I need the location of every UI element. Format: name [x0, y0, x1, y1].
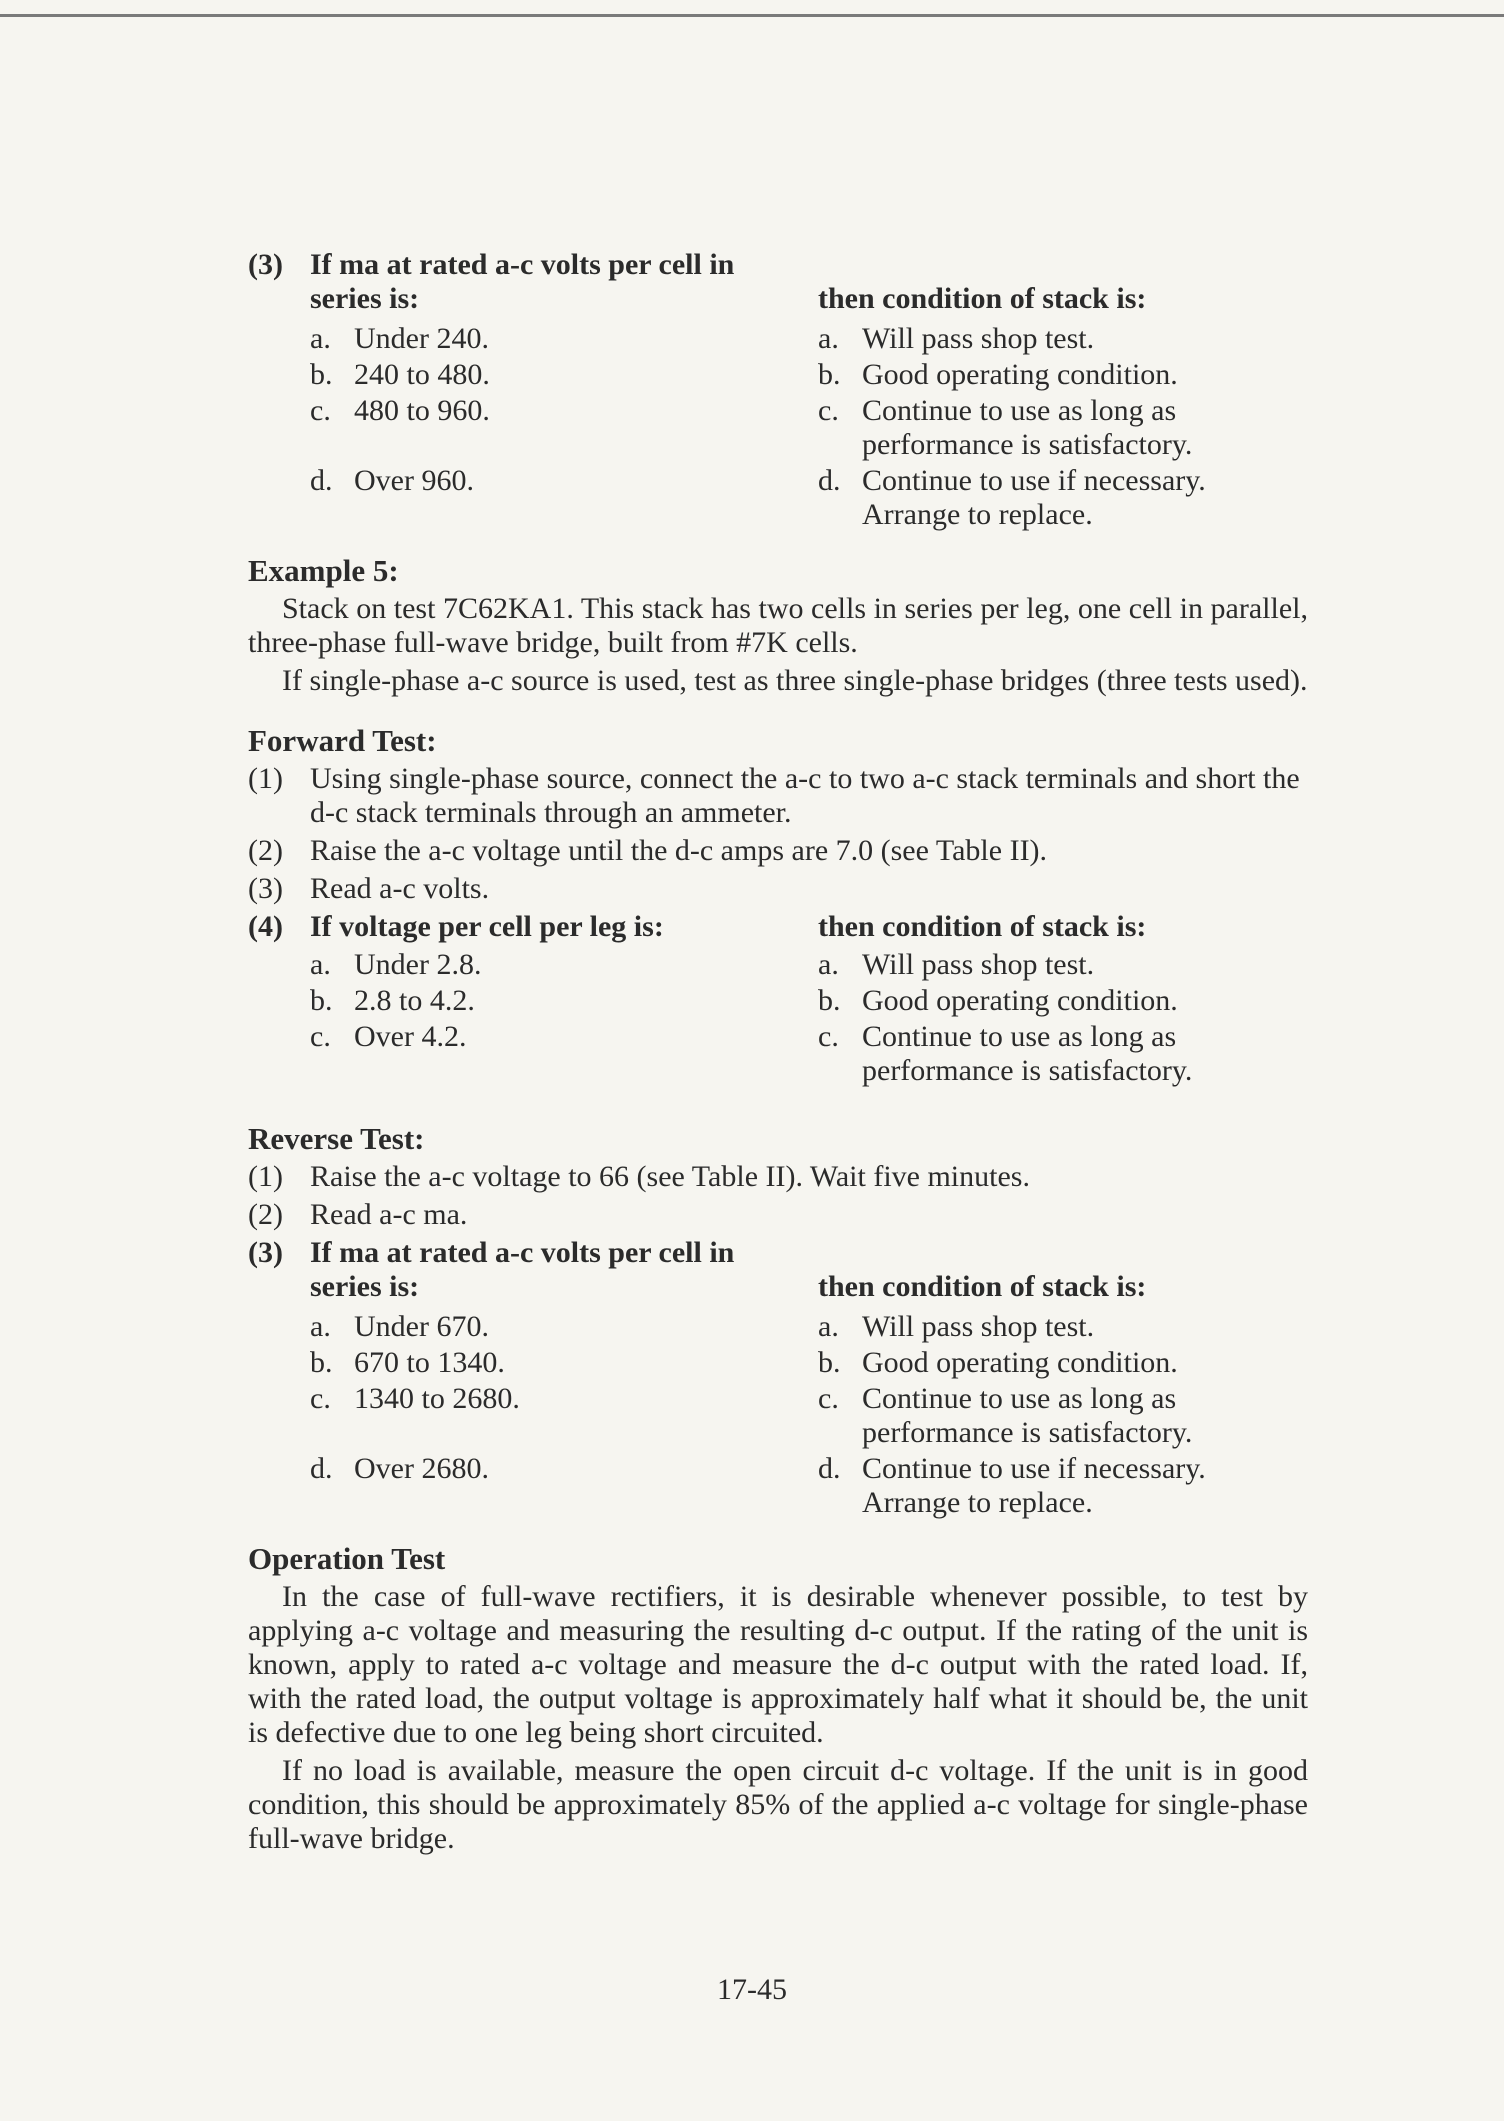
- step-number: (3): [248, 248, 283, 281]
- condition-row: [248, 322, 1308, 356]
- left-item-letter: d.: [310, 1452, 333, 1485]
- step-number: (2): [248, 1198, 283, 1231]
- reverse-test-heading: Reverse Test:: [248, 1121, 425, 1156]
- procedure-step: [248, 872, 1308, 906]
- left-item-text: 670 to 1340.: [354, 1346, 505, 1379]
- left-item-text: Over 2680.: [354, 1452, 489, 1485]
- right-item-letter: a.: [818, 948, 839, 981]
- condition-table-header: [248, 910, 1308, 944]
- condition-row: [248, 1310, 1308, 1344]
- right-item-letter: b.: [818, 358, 841, 391]
- right-item-text: Good operating condition.: [862, 1346, 1178, 1379]
- procedure-step: [248, 834, 1308, 868]
- page-content: [248, 248, 1308, 1856]
- right-item-text: Will pass shop test.: [862, 948, 1095, 981]
- step-text: Read a-c ma.: [310, 1198, 468, 1231]
- procedure-step: [248, 1160, 1308, 1194]
- step-text: Raise the a-c voltage until the d-c amps are 7.0 (see Table II).: [310, 834, 1048, 867]
- condition-row: [248, 394, 1308, 462]
- left-item-letter: c.: [310, 394, 331, 427]
- step-number: (1): [248, 1160, 283, 1193]
- left-header: If ma at rated a-c volts per cell in series is:: [310, 1236, 735, 1303]
- step-text: Raise the a-c voltage to 66 (see Table II). Wait five minutes.: [310, 1160, 1030, 1193]
- operation-test-heading: Operation Test: [248, 1541, 446, 1576]
- right-item-letter: c.: [818, 394, 839, 427]
- step-number: (4): [248, 910, 283, 943]
- left-item-text: 240 to 480.: [354, 358, 490, 391]
- left-item-letter: c.: [310, 1382, 331, 1415]
- condition-row: [248, 1020, 1308, 1088]
- left-item-letter: a.: [310, 322, 331, 355]
- condition-rows: [248, 1310, 1308, 1520]
- step-number: (3): [248, 1236, 283, 1269]
- right-item-letter: a.: [818, 322, 839, 355]
- condition-row: [248, 1346, 1308, 1380]
- condition-table-1: [248, 248, 1308, 532]
- right-item-text: Continue to use as long as performance is satisfactory.: [862, 394, 1193, 461]
- condition-row: [248, 464, 1308, 532]
- right-item-text: Good operating condition.: [862, 984, 1178, 1017]
- left-item-text: Under 2.8.: [354, 948, 482, 981]
- example-paragraph-1: Stack on test 7C62KA1. This stack has two cells in series per leg, one cell in parallel, three-phase full-wave bridge, built from #7K cells.: [248, 592, 1308, 659]
- left-item-letter: b.: [310, 358, 333, 391]
- right-item-text: Continue to use as long as performance is satisfactory.: [862, 1020, 1193, 1087]
- procedure-step: [248, 1198, 1308, 1232]
- condition-rows: [248, 322, 1308, 532]
- left-item-text: Over 960.: [354, 464, 474, 497]
- operation-paragraph-2: If no load is available, measure the open circuit d-c voltage. If the unit is in good condition, this should be approximately 85% of the applied a-c voltage for single-phase full-wave bridge.: [248, 1754, 1308, 1855]
- right-item-letter: d.: [818, 464, 841, 497]
- right-header: then condition of stack is:: [818, 1270, 1147, 1303]
- top-border-line: [0, 14, 1504, 17]
- left-item-letter: a.: [310, 1310, 331, 1343]
- right-item-letter: c.: [818, 1382, 839, 1415]
- condition-table-header: [248, 248, 1308, 316]
- left-header: If ma at rated a-c volts per cell in series is:: [310, 248, 735, 315]
- condition-table-header: [248, 1236, 1308, 1304]
- example-paragraph-2: If single-phase a-c source is used, test as three single-phase bridges (three tests used).: [282, 664, 1308, 697]
- condition-row: [248, 948, 1308, 982]
- condition-table-forward: [248, 910, 1308, 1088]
- step-number: (3): [248, 872, 283, 905]
- left-item-letter: d.: [310, 464, 333, 497]
- right-item-text: Will pass shop test.: [862, 1310, 1095, 1343]
- forward-steps: [248, 762, 1308, 906]
- right-item-letter: d.: [818, 1452, 841, 1485]
- left-item-letter: b.: [310, 984, 333, 1017]
- forward-test-heading: Forward Test:: [248, 723, 437, 758]
- right-header: then condition of stack is:: [818, 282, 1147, 315]
- right-item-letter: c.: [818, 1020, 839, 1053]
- procedure-step: [248, 762, 1308, 830]
- step-text: Using single-phase source, connect the a-c to two a-c stack terminals and short the d-c stack terminals through an ammeter.: [310, 762, 1300, 829]
- example-heading: Example 5:: [248, 553, 399, 588]
- operation-paragraph-1: In the case of full-wave rectifiers, it is desirable whenever possible, to test by applying a-c voltage and measuring the resulting d-c output. If the rating of the unit is known, apply to rated a-c voltage and measure the d-c output with the rated load. If, with the rated load, the output voltage is approximately half what it should be, the unit is defective due to one leg being short circuited.: [248, 1580, 1308, 1749]
- left-item-text: Under 670.: [354, 1310, 489, 1343]
- right-item-letter: a.: [818, 1310, 839, 1343]
- condition-rows: [248, 948, 1308, 1088]
- left-item-letter: a.: [310, 948, 331, 981]
- left-item-text: 1340 to 2680.: [354, 1382, 520, 1415]
- left-item-text: 2.8 to 4.2.: [354, 984, 475, 1017]
- right-item-text: Continue to use as long as performance is satisfactory.: [862, 1382, 1193, 1449]
- condition-table-reverse: [248, 1236, 1308, 1520]
- condition-row: [248, 1452, 1308, 1520]
- step-number: (1): [248, 762, 283, 795]
- condition-row: [248, 358, 1308, 392]
- left-item-letter: c.: [310, 1020, 331, 1053]
- right-item-letter: b.: [818, 1346, 841, 1379]
- condition-row: [248, 984, 1308, 1018]
- page-number: 17-45: [717, 1973, 787, 2006]
- right-item-text: Continue to use if necessary. Arrange to replace.: [862, 1452, 1206, 1519]
- right-item-text: Continue to use if necessary. Arrange to replace.: [862, 464, 1206, 531]
- reverse-steps: [248, 1160, 1308, 1232]
- right-header: then condition of stack is:: [818, 910, 1147, 943]
- left-item-letter: b.: [310, 1346, 333, 1379]
- condition-row: [248, 1382, 1308, 1450]
- right-item-text: Will pass shop test.: [862, 322, 1095, 355]
- step-number: (2): [248, 834, 283, 867]
- left-item-text: Under 240.: [354, 322, 489, 355]
- right-item-letter: b.: [818, 984, 841, 1017]
- left-header: If voltage per cell per leg is:: [310, 910, 664, 943]
- right-item-text: Good operating condition.: [862, 358, 1178, 391]
- left-item-text: 480 to 960.: [354, 394, 490, 427]
- left-item-text: Over 4.2.: [354, 1020, 467, 1053]
- step-text: Read a-c volts.: [310, 872, 490, 905]
